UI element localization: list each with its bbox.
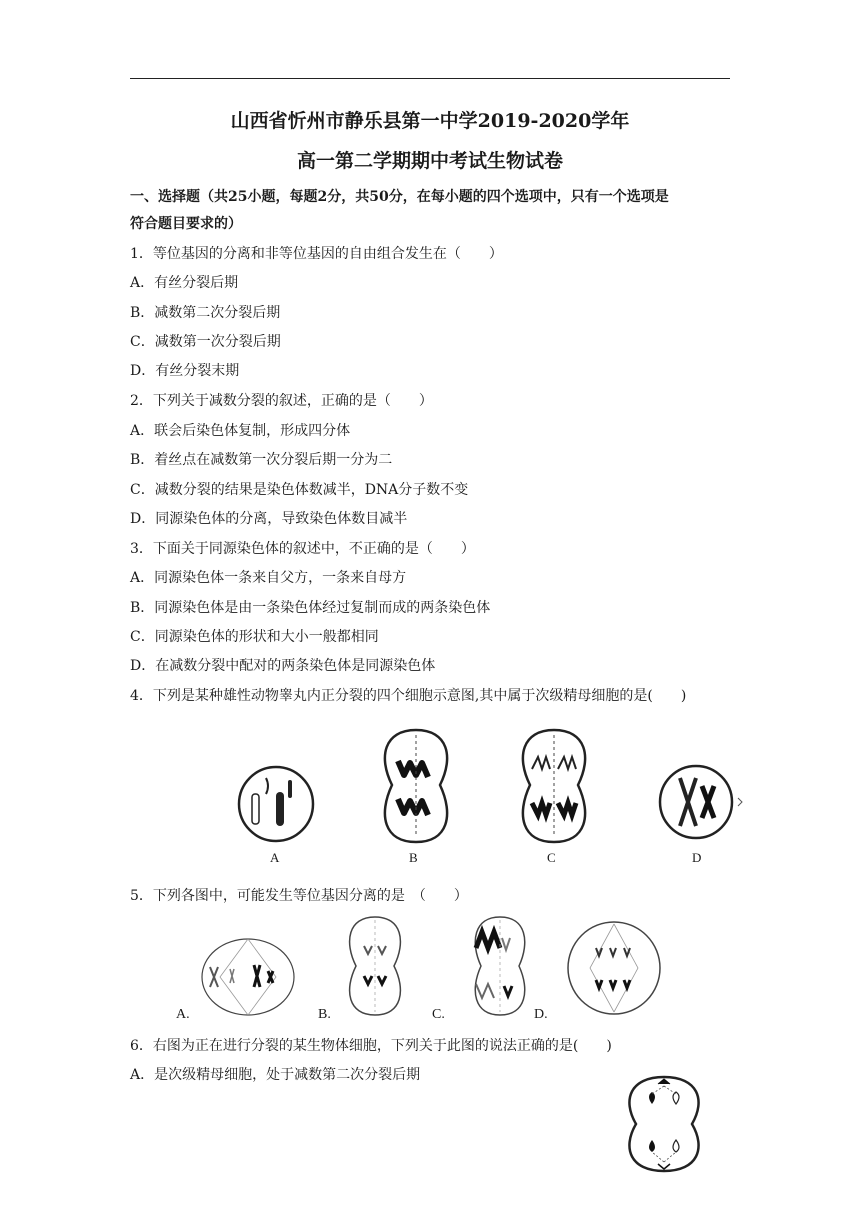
q5-label-b: B. — [318, 1007, 331, 1022]
q3-option-b: B．同源染色体是由一条染色体经过复制而成的两条染色体 — [130, 600, 491, 616]
q5-cell-diagram-b — [340, 914, 410, 1018]
q3-stem: 3．下面关于同源染色体的叙述中，不正确的是（ ） — [130, 541, 475, 557]
q6-stem: 6．右图为正在进行分裂的某生物体细胞，下列关于此图的说法正确的是( ) — [130, 1038, 612, 1054]
q1-option-d: D．有丝分裂末期 — [130, 363, 240, 379]
q5-cell-diagram-c — [466, 914, 534, 1018]
q6-cell-diagram — [618, 1074, 710, 1174]
q4-label-b: B — [409, 850, 418, 865]
q1-option-a: A．有丝分裂后期 — [130, 275, 239, 291]
q4-cell-diagram-b — [376, 727, 456, 845]
q2-option-b: B．着丝点在减数第一次分裂后期一分为二 — [130, 452, 393, 468]
page-title-line2: 高一第二学期期中考试生物试卷 — [296, 150, 563, 172]
section-heading-line2: 符合题目要求的） — [130, 216, 242, 232]
q5-label-d: D. — [534, 1007, 548, 1022]
q3-option-d: D．在减数分裂中配对的两条染色体是同源染色体 — [130, 658, 436, 674]
q1-option-c: C．减数第一次分裂后期 — [130, 334, 281, 350]
q4-label-d: D — [692, 850, 702, 865]
q1-stem: 1．等位基因的分离和非等位基因的自由组合发生在（ ） — [130, 246, 503, 262]
q5-cell-diagram-d — [564, 918, 664, 1018]
header-rule — [130, 78, 730, 79]
q4-label-c: C — [547, 850, 556, 865]
q3-option-c: C．同源染色体的形状和大小一般都相同 — [130, 629, 379, 645]
q3-option-a: A．同源染色体一条来自父方，一条来自母方 — [130, 570, 407, 586]
q2-stem: 2．下列关于减数分裂的叙述，正确的是（ ） — [130, 393, 433, 409]
q5-stem: 5．下列各图中，可能发生等位基因分离的是 （ ） — [130, 888, 468, 904]
q4-stem: 4．下列是某种雄性动物睾丸内正分裂的四个细胞示意图,其中属于次级精母细胞的是( ) — [130, 688, 687, 704]
q6-option-a: A．是次级精母细胞，处于减数第二次分裂后期 — [130, 1067, 421, 1083]
q4-cell-diagram-d — [656, 762, 752, 844]
q4-cell-diagram-c — [512, 727, 596, 845]
q1-option-b: B．减数第二次分裂后期 — [130, 305, 281, 321]
q5-label-a: A. — [176, 1007, 190, 1022]
q5-cell-diagram-a — [198, 935, 298, 1019]
q2-option-c: C．减数分裂的结果是染色体数减半，DNA分子数不变 — [130, 482, 469, 498]
q5-label-c: C. — [432, 1007, 445, 1022]
q4-label-a: A — [270, 850, 280, 865]
section-heading-line1: 一、选择题（共25小题，每题2分，共50分，在每小题的四个选项中，只有一个选项是 — [130, 189, 669, 205]
q4-cell-diagram-a — [236, 764, 316, 844]
q2-option-d: D．同源染色体的分离，导致染色体数目减半 — [130, 511, 408, 527]
q2-option-a: A．联会后染色体复制，形成四分体 — [130, 423, 351, 439]
page-title-line1: 山西省忻州市静乐县第一中学2019-2020学年 — [230, 110, 630, 132]
